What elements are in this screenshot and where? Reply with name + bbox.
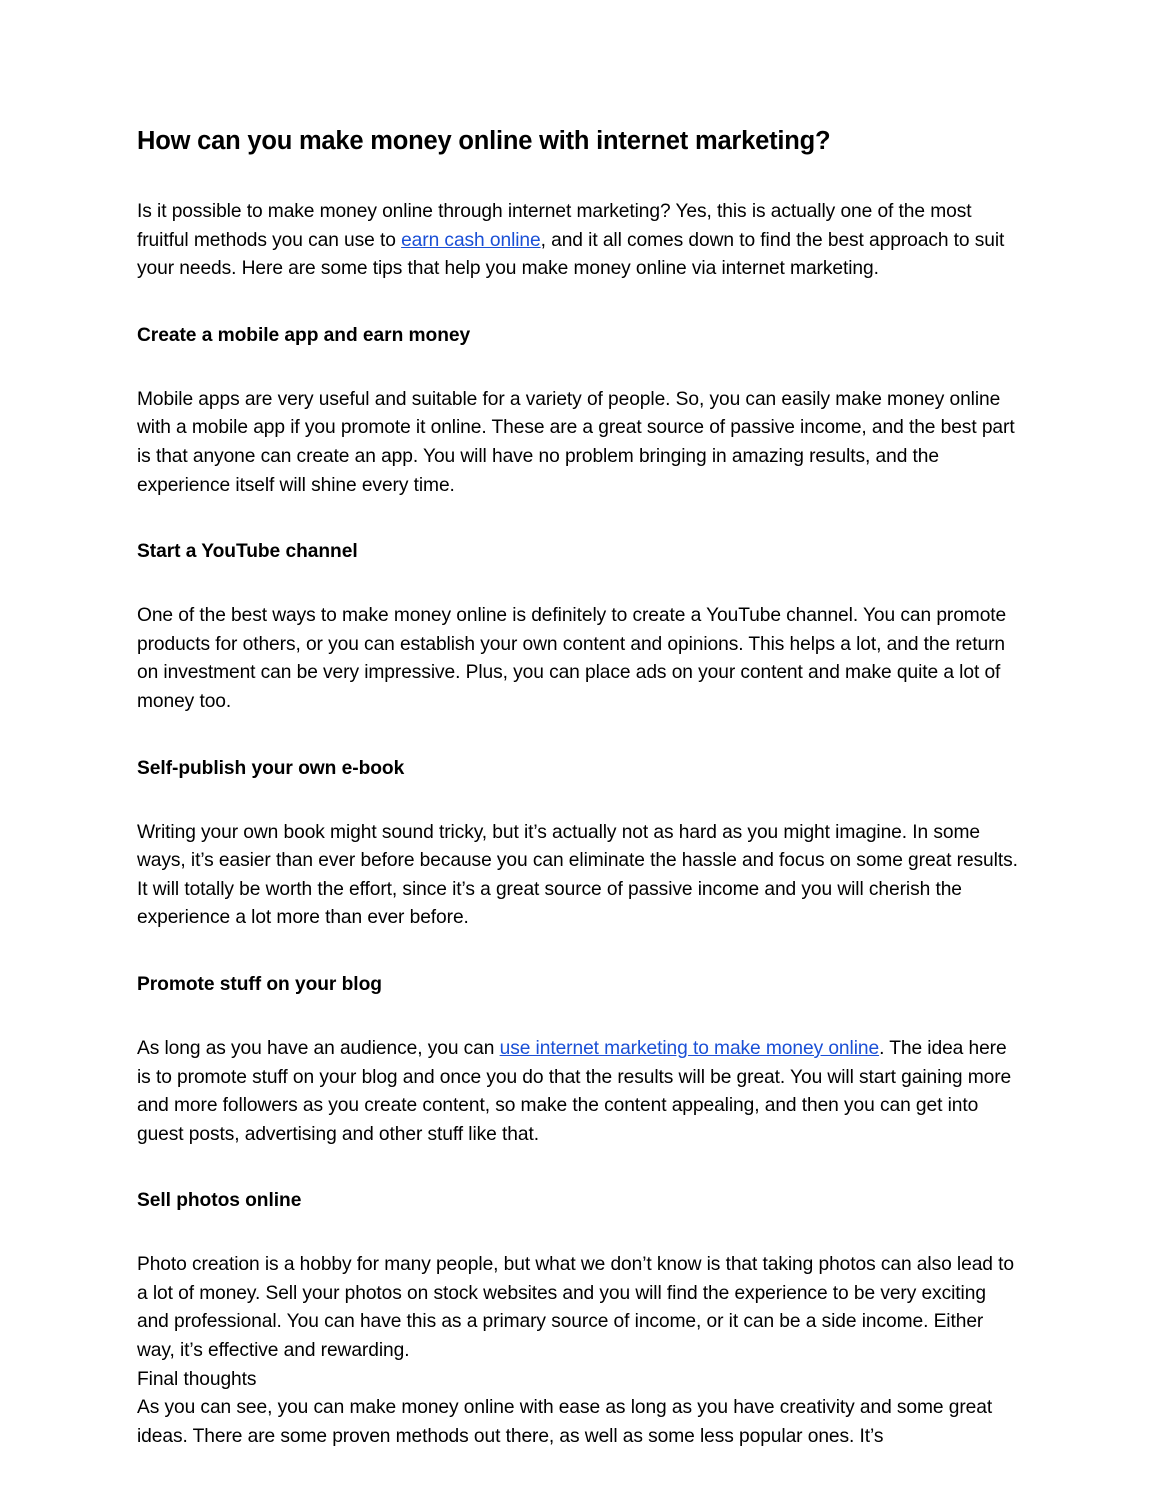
blog-text-part2: . The idea here is to promote stuff on your blog and once you do that the results will be great. You will start gaining more and more followers as you create content, so make the content appealing, and then you can get into guest posts, advertising and other stuff like that.	[137, 1037, 1012, 1145]
section-heading-blog: Promote stuff on your blog	[137, 973, 382, 995]
intro-paragraph	[137, 198, 1020, 284]
section-mobile-app	[137, 324, 1020, 500]
section-sell-photos	[137, 1189, 1020, 1365]
section-ebook	[137, 757, 1020, 933]
blog-text-part1: As long as you have an audience, you can	[137, 1037, 500, 1059]
section-blog	[137, 973, 1020, 1149]
section-heading-mobile-app: Create a mobile app and earn money	[137, 324, 471, 346]
section-body-sell-photos: Photo creation is a hobby for many people, but what we don’t know is that taking photos can also lead to a lot of money. Sell your photos on stock websites and you will find the experience to be very exciting and professional. You can have this as a primary source of income, or it can be a side income. Either way, it’s effective and rewarding.	[137, 1254, 1014, 1362]
section-body-blog	[137, 1035, 1020, 1149]
section-body-ebook: Writing your own book might sound tricky, but it’s actually not as hard as you might imagine. In some ways, it’s easier than ever before because you can eliminate the hassle and focus on some great results. It will totally be worth the effort, since it’s a great source of passive income and you will cherish the experience a lot more than ever before.	[137, 821, 1018, 929]
page-title: How can you make money online with internet marketing?	[137, 127, 831, 155]
section-heading-ebook: Self-publish your own e-book	[137, 757, 405, 779]
section-body-mobile-app: Mobile apps are very useful and suitable for a variety of people. So, you can easily make money online with a mobile app if you promote it online. These are a great source of passive income, and the best part is that anyone can create an app. You will have no problem bringing in amazing results, and the experience itself will shine every time.	[137, 388, 1015, 496]
section-heading-youtube-channel: Start a YouTube channel	[137, 541, 358, 563]
earn-cash-online-link[interactable]: earn cash online	[401, 229, 541, 251]
section-heading-sell-photos: Sell photos online	[137, 1190, 302, 1212]
section-body-youtube-channel: One of the best ways to make money online is definitely to create a YouTube channel. You can promote products for others, or you can establish your own content and opinions. This helps a lot, and the return on investment can be very impressive. Plus, you can place ads on your content and make quite a lot of money too.	[137, 605, 1007, 712]
final-thoughts-heading: Final thoughts	[137, 1368, 257, 1390]
section-youtube-channel	[137, 540, 1020, 716]
section-final-thoughts	[137, 1366, 1020, 1452]
intro-text-part2: , and it all comes down to find the best approach to suit your needs. Here are some tips that help you make money online via internet marketing.	[137, 229, 1005, 280]
intro-text-part1: Is it possible to make money online through internet marketing? Yes, this is actually one of the most fruitful methods you can use to	[137, 201, 972, 251]
internet-marketing-link[interactable]: use internet marketing to make money online	[499, 1037, 880, 1059]
final-thoughts-body: As you can see, you can make money online with ease as long as you have creativity and some great ideas. There are some proven methods out there, as well as some less popular ones. It’s	[137, 1397, 993, 1447]
